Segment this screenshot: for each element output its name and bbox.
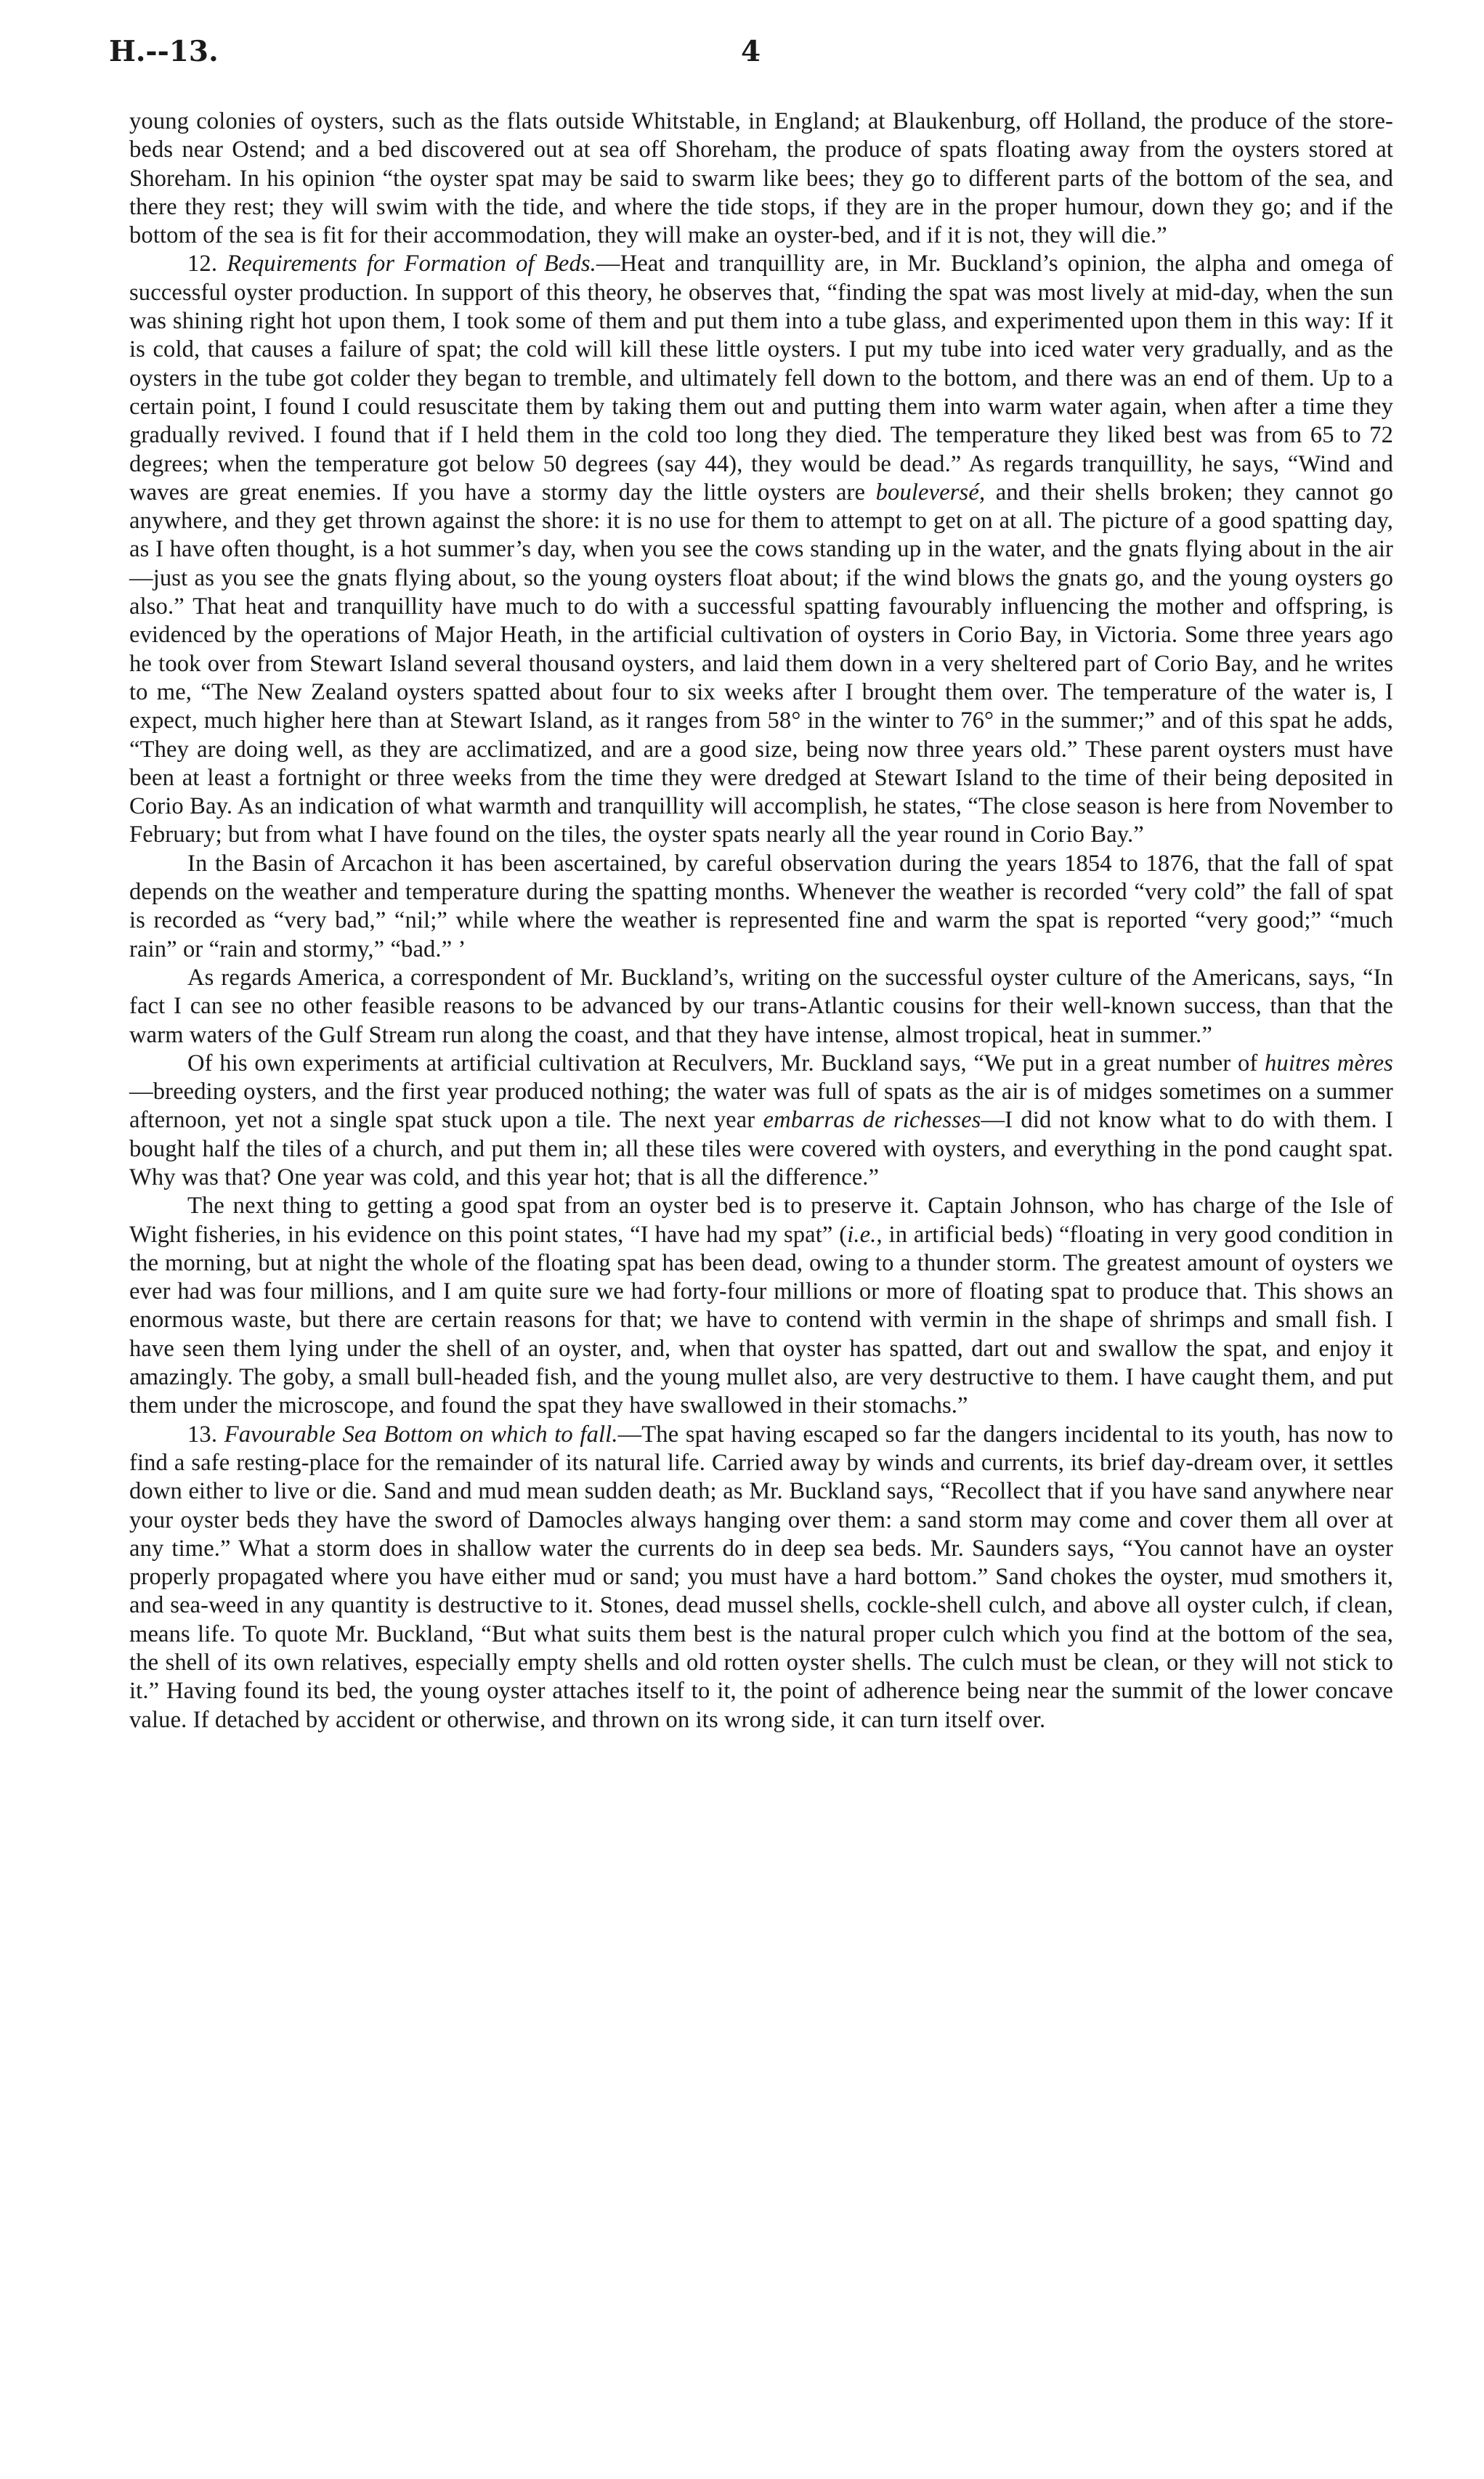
page-header <box>109 35 1375 86</box>
section-12-paragraph: 12. Requirements for Formation of Beds.—Heat and tranquillity are, in Mr. Buckland’s opinion, the alpha and omega of successful oyster production. In support of this theory, he observes that, “finding the spat was most lively at mid-day, when the sun was shining right hot upon them, I took some of them and put them into a tube glass, and experimented upon them in this way: If it is cold, that causes a failure of spat; the cold will kill these little oysters. I put my tube into iced water very gradually, and as the oysters in the tube got colder they began to tremble, and ultimately fell down to the bottom, and there was an end of them. Up to a certain point, I found I could resuscitate them by taking them out and putting them into warm water again, when after a time they gradually revived. I found that if I held them in the cold too long they died. The temperature they liked best was from 65 to 72 degrees; when the temperature got below 50 degrees (say 44), they would be dead.” As regards tranquillity, he says, “Wind and waves are great enemies. If you have a stormy day the little oysters are bouleversé, and their shells broken; they cannot go anywhere, and they get thrown against the shore: it is no use for them to attempt to get on at all. The picture of a good spatting day, as I have often thought, is a hot summer’s day, when you see the cows standing up in the water, and the gnats flying about in the air—just as you see the gnats flying about, so the young oysters float about; if the wind blows the gnats go, and the young oysters go also.” That heat and tranquillity have much to do with a successful spatting favourably influencing the mother and offspring, is evidenced by the operations of Major Heath, in the artificial cultivation of oysters in Corio Bay, in Victoria. Some three years ago he took over from Stewart Island several thousand oysters, and laid them down in a very sheltered part of Corio Bay, and he writes to me, “The New Zealand oysters spatted about four to six weeks after I brought them over. The temperature of the water is, I expect, much higher here than at Stewart Island, as it ranges from 58° in the winter to 76° in the summer;” and of this spat he adds, “They are doing well, as they are acclimatized, and are a good size, being now three years old.” These parent oysters must have been at least a fortnight or three weeks from the time they were dredged at Stewart Island to the time of their being deposited in Corio Bay. As an indication of what warmth and tranquillity will accomplish, he states, “The close season is here from November to February; but from what I have found on the tiles, the oyster spats nearly all the year round in Corio Bay.” <box>129 251 1393 848</box>
section-heading: Requirements for Formation of Beds. <box>227 251 596 277</box>
page-number: 4 <box>741 35 761 68</box>
paragraph-america: As regards America, a correspondent of Mr. Buckland’s, writing on the successful oyster culture of the Americans, says, “In fact I can see no other feasible reasons to be advanced by our trans-Atlantic cousins for their well-known success, than that the warm waters of the Gulf Stream run along the coast, and that they have intense, almost tropical, heat in summer.” <box>129 964 1393 1048</box>
section-number: 13. <box>187 1421 218 1448</box>
section-heading: Favourable Sea Bottom on which to fall. <box>224 1421 618 1448</box>
paragraph-preserve-spat: The next thing to getting a good spat from an oyster bed is to preserve it. Captain Johnson, who has charge of the Isle of Wight fisheries, in his evidence on this point states, “I have had my spat” (i.e., in artificial beds) “floating in very good condition in the morning, but at night the whole of the floating spat has been dead, owing to a thunder storm. The greatest amount of oysters we ever had was four millions, and I am quite sure we had forty-four millions or more of floating spat to produce that. This shows an enormous waste, but there are certain reasons for that; we have to contend with vermin in the shape of shrimps and small fish. I have seen them lying under the shell of an oyster, and, when that oyster has spatted, dart out and swallow the spat, and enjoy it amazingly. The goby, a small bull-headed fish, and the young mullet also, are very destructive to them. I have caught them, and put them under the microscope, and found the spat they have swallowed in their stomachs.” <box>129 1193 1393 1419</box>
section-number: 12. <box>187 251 218 277</box>
body-text <box>129 107 1393 1735</box>
document-id: H.--13. <box>109 35 219 68</box>
paragraph-reculvers: Of his own experiments at artificial cultivation at Reculvers, Mr. Buckland says, “We put in a great number of huitres mères—breeding oysters, and the first year produced nothing; the water was full of spats as the air is of midges sometimes on a summer afternoon, yet not a single spat stuck upon a tile. The next year embarras de richesses—I did not know what to do with them. I bought half the tiles of a church, and put them in; all these tiles were covered with oysters, and everything in the pond caught spat. Why was that? One year was cold, and this year hot; that is all the difference.” <box>129 1050 1393 1190</box>
section-13-paragraph: 13. Favourable Sea Bottom on which to fall.—The spat having escaped so far the dangers incidental to its youth, has now to find a safe resting-place for the remainder of its natural life. Carried away by winds and currents, its brief day-dream over, it settles down either to live or die. Sand and mud mean sudden death; as Mr. Buckland says, “Recollect that if you have sand anywhere near your oyster beds they have the sword of Damocles always hanging over them: a sand storm may come and cover them all over at any time.” What a storm does in shallow water the currents do in deep sea beds. Mr. Saunders says, “You cannot have an oyster properly propagated where you have either mud or sand; you must have a hard bottom.” Sand chokes the oyster, mud smothers it, and sea-weed in any quantity is destructive to it. Stones, dead mussel shells, cockle-shell culch, and above all oyster culch, if clean, means life. To quote Mr. Buckland, “But what suits them best is the natural proper culch which you find at the bottom of the sea, the shell of its own relatives, especially empty shells and old rotten oyster shells. The culch must be clean, or they will not stick to it.” Having found its bed, the young oyster attaches itself to it, the point of adherence being near the summit of the lower concave value. If detached by accident or otherwise, and thrown on its wrong side, it can turn itself over. <box>129 1421 1394 1733</box>
paragraph-arcachon: In the Basin of Arcachon it has been ascertained, by careful observation during the years 1854 to 1876, that the fall of spat depends on the weather and temperature during the spatting months. Whenever the weather is recorded “very cold” the fall of spat is recorded as “very bad,” “nil;” while where the weather is represented fine and warm the spat is reported “very good;” “much rain” or “rain and stormy,” “bad.” ’ <box>129 850 1393 962</box>
paragraph-continued: young colonies of oysters, such as the flats outside Whitstable, in England; at Blaukenburg, off Holland, the produce of the store-beds near Ostend; and a bed discovered out at sea off Shoreham, the produce of spats floating away from the oysters stored at Shoreham. In his opinion “the oyster spat may be said to swarm like bees; they go to different parts of the bottom of the sea, and there they rest; they will swim with the tide, and where the tide stops, if they are in the proper humour, down they go; and if the bottom of the sea is fit for their accommodation, they will make an oyster-bed, and if it is not, they will die.” <box>129 108 1393 249</box>
